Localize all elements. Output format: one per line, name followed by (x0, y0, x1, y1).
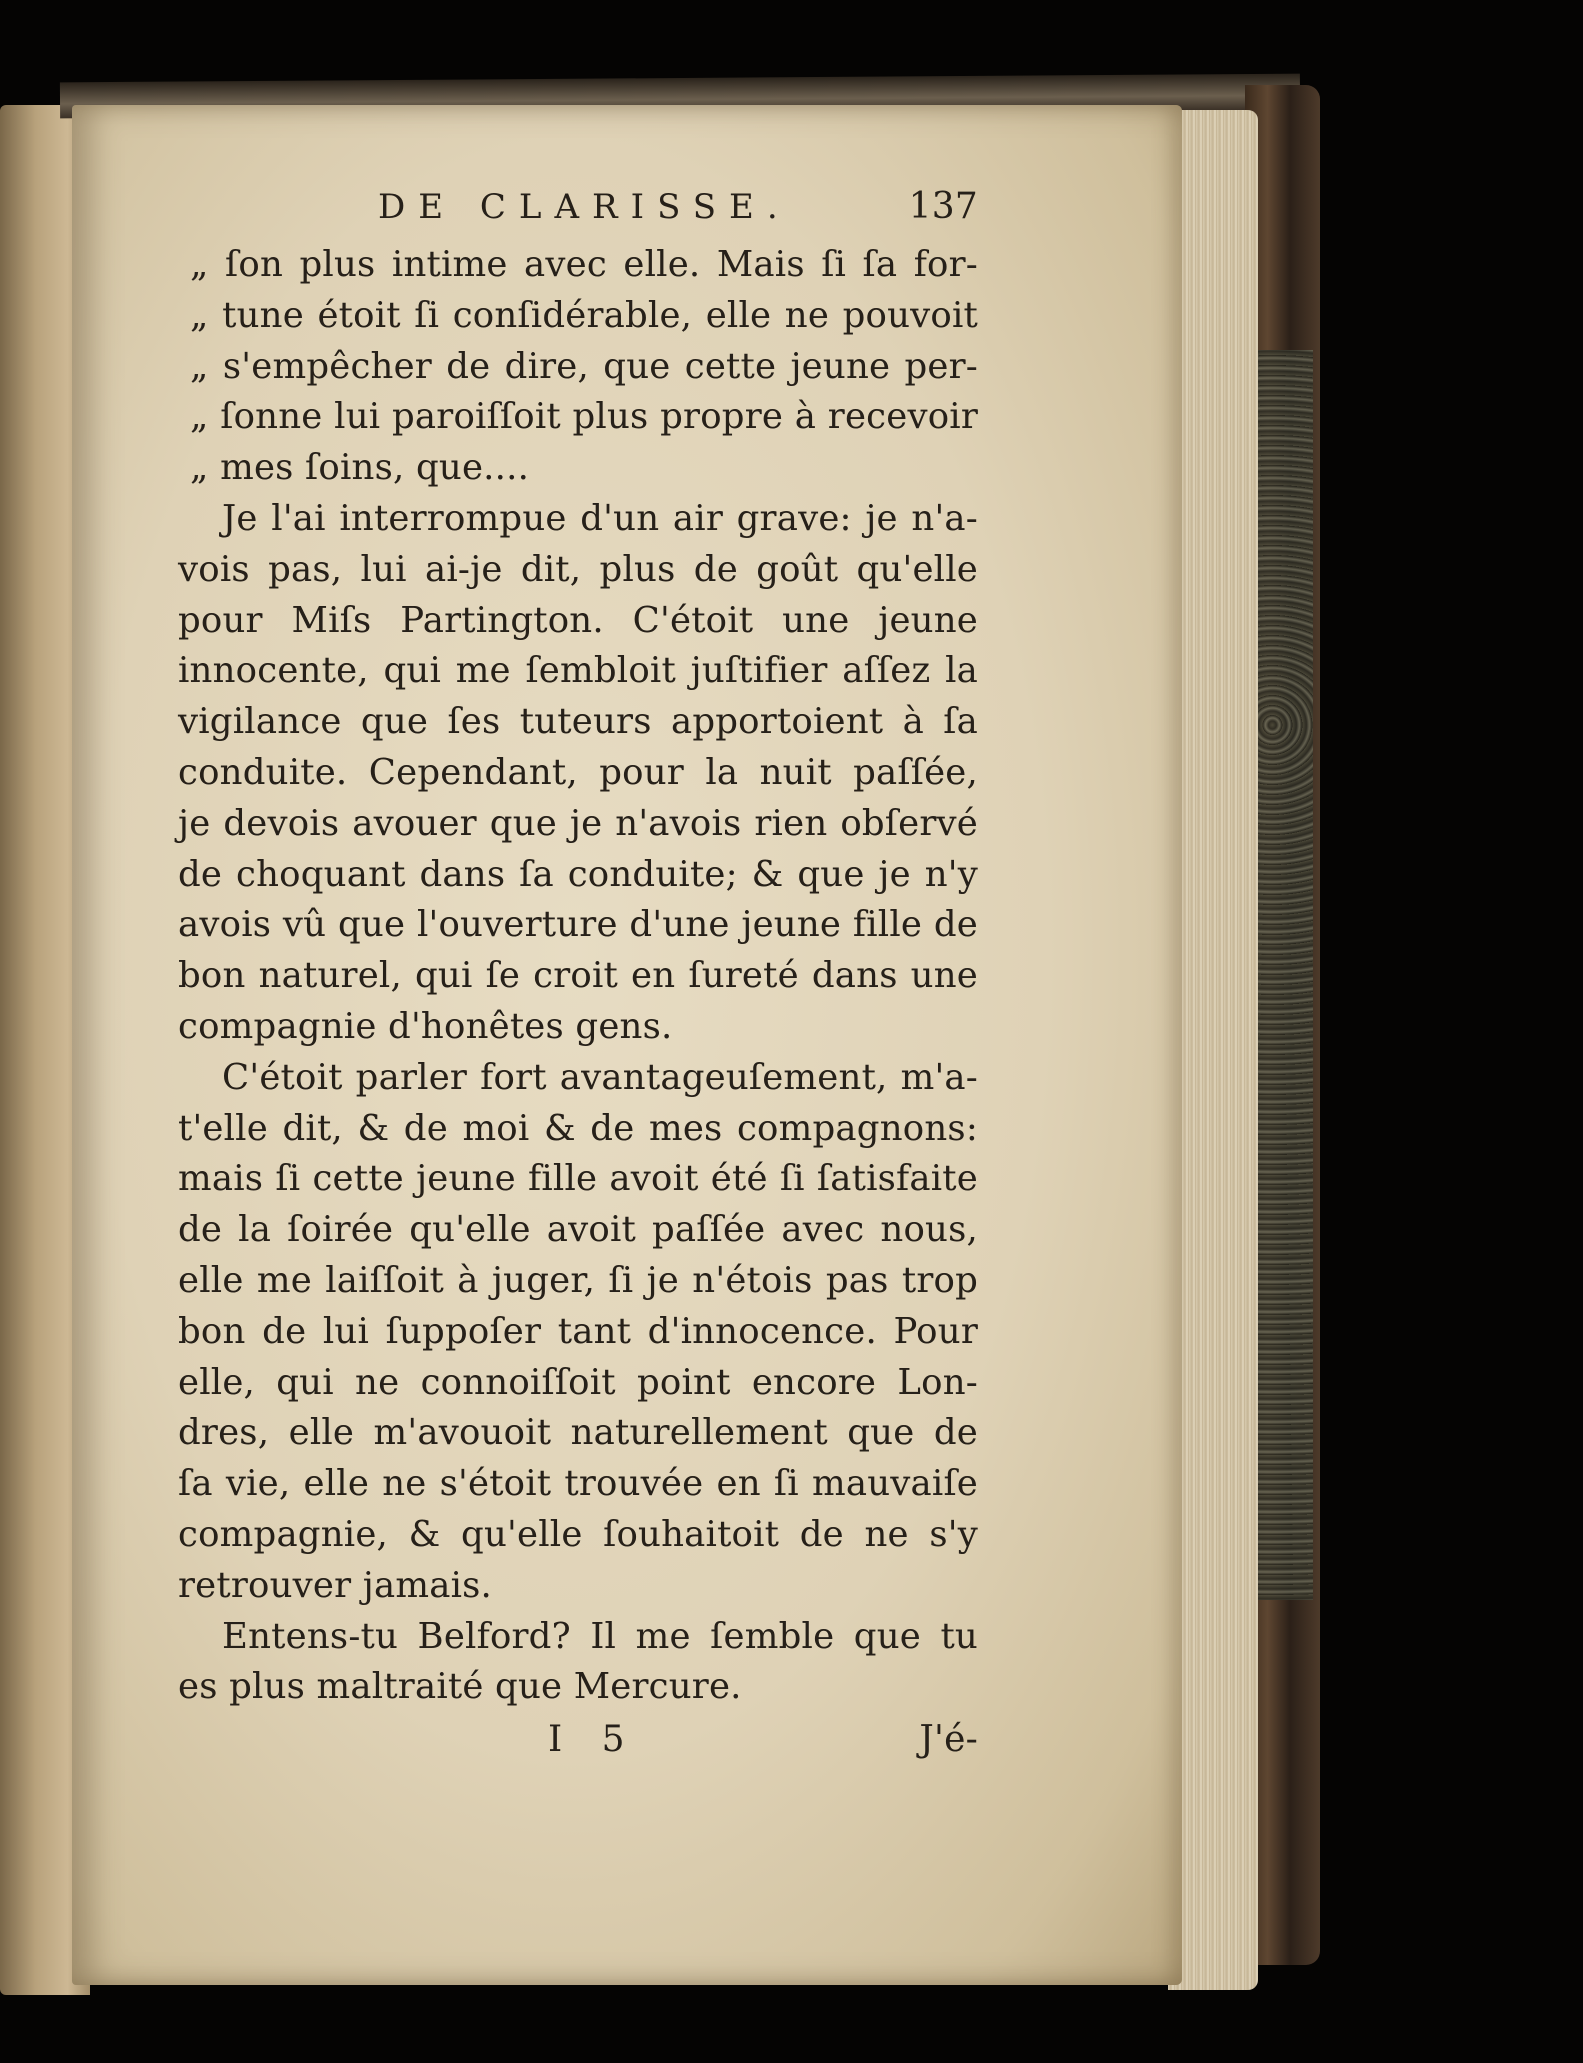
text-line: C'étoit parler fort avantageuſement, m'a- (222, 1056, 978, 1098)
running-head: DE CLARISSE. (378, 187, 791, 227)
text-line: de choquant dans ſa conduite; & que je n'y (178, 853, 978, 895)
catchword: J'é- (919, 1719, 978, 1761)
text-line: vigilance que ſes tuteurs apportoient à ſa (178, 701, 978, 743)
page-footer (178, 1715, 978, 1765)
page-number: 137 (908, 186, 978, 227)
text-line: t'elle dit, & de moi & de mes compagnons: (178, 1107, 978, 1149)
text-line: mais ſi cette jeune fille avoit été ſi ſatisfaite (178, 1158, 978, 1200)
text-line: „ tune étoit ſi conſidérable, elle ne pouvoit (190, 294, 978, 336)
text-line: bon naturel, qui ſe croit en ſureté dans une (178, 955, 978, 997)
text-line: avois vû que l'ouverture d'une jeune fille de (178, 904, 978, 946)
text-line: de la ſoirée qu'elle avoit paſſée avec nous, (178, 1209, 978, 1251)
text-line: „ s'empêcher de dire, que cette jeune per- (190, 345, 978, 387)
text-line: elle, qui ne connoiſſoit point encore Lon- (178, 1361, 978, 1403)
text-line: je devois avouer que je n'avois rien obſervé (178, 802, 978, 844)
signature-mark: I 5 (548, 1719, 639, 1761)
text-line: ſa vie, elle ne s'étoit trouvée en ſi mauvaiſe (178, 1463, 978, 1505)
text-line: dres, elle m'avouoit naturellement que de (178, 1412, 978, 1454)
text-line: retrouver jamais. (178, 1564, 493, 1606)
text-line: vois pas, lui ai-je dit, plus de goût qu'elle (178, 548, 978, 590)
text-line: conduite. Cependant, pour la nuit paſſée, (178, 751, 978, 793)
text-line: Je l'ai interrompue d'un air grave: je n'a- (222, 497, 978, 539)
text-line: compagnie, & qu'elle ſouhaitoit de ne s'y (178, 1513, 978, 1555)
text-line: elle me laiſſoit à juger, ſi je n'étois pas trop (178, 1259, 978, 1301)
text-line: bon de lui ſuppoſer tant d'innocence. Pour (178, 1310, 978, 1352)
text-line: „ ſonne lui paroiſſoit plus propre à recevoir (190, 396, 978, 438)
text-line: es plus maltraité que Mercure. (178, 1666, 742, 1708)
text-line: Entens-tu Belford? Il me ſemble que tu (222, 1615, 978, 1657)
text-line: „ ſon plus intime avec elle. Mais ſi ſa for- (190, 244, 978, 285)
page-text (178, 182, 978, 1765)
text-line: „ mes ſoins, que.... (190, 447, 530, 489)
body-text (178, 240, 978, 1713)
page-header (178, 182, 978, 240)
text-line: innocente, qui me ſembloit juſtifier aſſez la (178, 650, 978, 692)
text-line: compagnie d'honêtes gens. (178, 1005, 673, 1047)
marbled-cover (1255, 350, 1313, 1600)
text-line: pour Miſs Partington. C'étoit une jeune (178, 599, 978, 641)
